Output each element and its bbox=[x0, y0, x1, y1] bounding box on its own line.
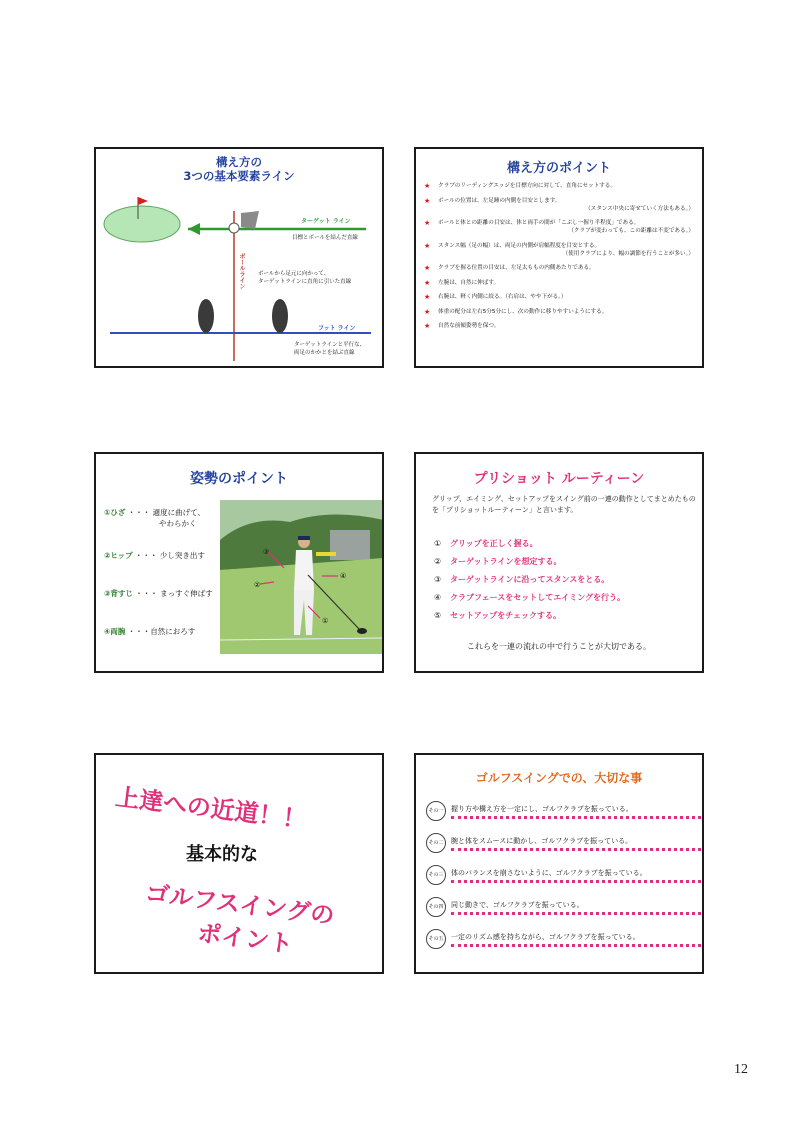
star-icon: ★ bbox=[424, 196, 431, 205]
left-foot-icon bbox=[198, 299, 214, 333]
slide5-line4: ポイント bbox=[195, 918, 295, 959]
slide1-title: 構え方の 3つの基本要素ライン bbox=[183, 155, 295, 183]
star-icon: ★ bbox=[424, 307, 431, 316]
target-arrow bbox=[188, 223, 200, 235]
slide2-title: 構え方のポイント bbox=[506, 161, 611, 176]
posture-point-1-cont: やわらかく bbox=[159, 519, 197, 528]
dotted-underline bbox=[451, 944, 701, 947]
dotted-underline bbox=[451, 880, 701, 883]
important-item: その四 同じ動きで、ゴルフクラブを振っている。 bbox=[426, 897, 700, 919]
stance-point-item: ★ スタンス幅（足の幅）は、両足の内側が肩幅程度を目安とする。 （使用クラブにより、幅の調節を行うことが多い。） bbox=[424, 241, 694, 257]
marker-2: ② bbox=[254, 581, 261, 589]
dotted-underline bbox=[451, 848, 701, 851]
foot-line-desc-2: 両足のかかとを結ぶ直線 bbox=[294, 350, 355, 356]
slide6-title: ゴルフスイングでの、大切な事 bbox=[475, 771, 643, 785]
star-icon: ★ bbox=[424, 293, 431, 301]
routine-item: ② ターゲットラインを想定する。 bbox=[434, 557, 562, 566]
golf-ball-badge-icon: その三 bbox=[426, 865, 446, 885]
routine-list bbox=[434, 538, 625, 628]
flag-icon bbox=[138, 197, 148, 205]
marker-4: ④ bbox=[340, 572, 347, 580]
stance-point-item: ★ ボールの位置は、左足踵の内側を目安とします。 （スタンス中央に寄せていく方法もある。） bbox=[424, 196, 694, 212]
slide-important-things bbox=[414, 753, 704, 974]
stance-point-item: ★ 自然な前傾姿勢を保つ。 bbox=[424, 322, 500, 330]
star-icon: ★ bbox=[424, 322, 431, 330]
star-icon: ★ bbox=[424, 182, 431, 190]
slide3-title: 姿勢のポイント bbox=[190, 471, 288, 487]
slide-stance-points bbox=[414, 147, 704, 368]
golf-ball-badge-icon: その二 bbox=[426, 833, 446, 853]
ball-line-desc-2: ターゲットラインに直角に引いた直線 bbox=[258, 279, 352, 285]
posture-point-2: ②ヒップ ・・・ 少し突き出す bbox=[104, 551, 205, 560]
marker-1: ① bbox=[322, 617, 329, 625]
slide-preshot-routine bbox=[414, 452, 704, 673]
stance-point-item: ★ 体重の配分は左右5分5分にし、次の動作に移りやすいようにする。 bbox=[424, 307, 608, 316]
star-icon: ★ bbox=[424, 278, 431, 287]
club-head-icon bbox=[241, 211, 259, 229]
dotted-underline bbox=[451, 816, 701, 819]
slide-posture-points bbox=[94, 452, 384, 673]
target-line-label: ターゲット ライン bbox=[301, 218, 351, 225]
foot-line-label: フット ライン bbox=[318, 325, 356, 332]
slide5-line1: 上達への近道！！ bbox=[113, 782, 308, 835]
right-foot-icon bbox=[272, 299, 288, 333]
star-icon: ★ bbox=[424, 241, 431, 250]
routine-item: ③ ターゲットラインに沿ってスタンスをとる。 bbox=[434, 575, 610, 584]
routine-item: ⑤ セットアップをチェックする。 bbox=[434, 611, 561, 620]
slide4-title: プリショット ルーティーン bbox=[473, 471, 645, 487]
important-item: その二 腕と体をスムースに動かし、ゴルフクラブを振っている。 bbox=[426, 833, 700, 855]
stance-point-item: ★ 左腕は、自然に伸ばす。 bbox=[424, 278, 500, 287]
ball-icon bbox=[229, 223, 239, 233]
golf-ball-badge-icon: その四 bbox=[426, 897, 446, 917]
slide4-intro: グリップ、エイミング、セットアップをスイング前の一連の動作としてまとめたものを「プリショットルーティーン」と言います。 bbox=[432, 495, 696, 514]
arrow-1 bbox=[308, 606, 320, 618]
slide-stance-lines bbox=[94, 147, 384, 368]
routine-item: ④ クラブフェースをセットしてエイミングを行う。 bbox=[434, 593, 626, 602]
marker-arrows bbox=[220, 500, 384, 654]
foot-line-desc-1: ターゲットラインと平行な、 bbox=[294, 342, 366, 348]
slide5-line2: 基本的な bbox=[186, 844, 258, 865]
ball-line-desc-1: ボールから足元に向かって、 bbox=[258, 271, 330, 277]
slide-shortcut-title bbox=[94, 753, 384, 974]
star-icon: ★ bbox=[424, 264, 431, 272]
golf-ball-badge-icon: その一 bbox=[426, 801, 446, 821]
dotted-underline bbox=[451, 912, 701, 915]
slide5-line3: ゴルフスイングの bbox=[143, 878, 336, 930]
stance-point-item: ★ クラブを握る位置の目安は、左足太ももの内側あたりである。 bbox=[424, 264, 595, 272]
marker-3: ③ bbox=[263, 548, 270, 556]
green-ellipse bbox=[104, 206, 180, 242]
stance-points-list bbox=[424, 182, 702, 337]
golf-ball-badge-icon: その五 bbox=[426, 929, 446, 949]
important-item: その三 体のバランスを崩さないように、ゴルフクラブを振っている。 bbox=[426, 865, 700, 887]
arrow-3 bbox=[268, 552, 284, 568]
posture-point-1: ①ひざ ・・・ 適度に曲げて、 bbox=[104, 508, 205, 517]
arrow-2 bbox=[260, 582, 274, 584]
stance-point-item: ★ クラブのリーディングエッジを目標方向に対して、直角にセットする。 bbox=[424, 182, 616, 190]
star-icon: ★ bbox=[424, 219, 431, 227]
important-item: その五 一定のリズム感を持ちながら、ゴルフクラブを振っている。 bbox=[426, 929, 700, 951]
slide4-conclusion: これらを一連の流れの中で行うことが大切である。 bbox=[467, 642, 651, 651]
page-number: 12 bbox=[734, 1062, 748, 1077]
routine-item: ① グリップを正しく握る。 bbox=[434, 539, 538, 548]
posture-point-3: ③背すじ ・・・ まっすぐ伸ばす bbox=[104, 589, 213, 598]
ball-line-label: ボールライン bbox=[238, 253, 245, 289]
stance-point-item: ★ 右腕は、軽く内側に絞る。（右肩は、やや下がる。） bbox=[424, 293, 567, 301]
important-item: その一 握り方や構え方を一定にし、ゴルフクラブを振っている。 bbox=[426, 801, 700, 823]
target-line-desc: 目標とボールを結んだ直線 bbox=[292, 235, 358, 241]
stance-point-item: ★ ボールと体との距離の目安は、体と両手の間が「こぶし一握り半程度」である。 （クラブが変わっても、この距離は不変である。） bbox=[424, 219, 694, 234]
posture-point-4: ④両腕 ・・・自然におろす bbox=[104, 627, 196, 636]
